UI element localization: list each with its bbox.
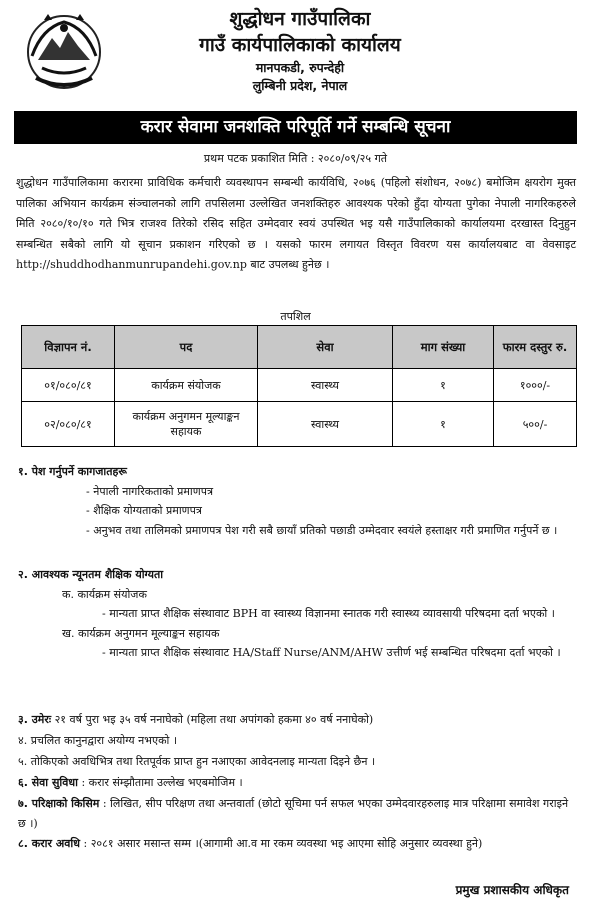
section-text: : २०८१ असार मसान्त सम्म ।(आगामी आ.व मा रकम व्यवस्था भइ आएमा सोहि अनुसार व्यवस्था हुने) <box>83 837 483 850</box>
section-label: ६. सेवा सुविधा <box>18 776 78 789</box>
section-age <box>18 710 578 730</box>
section-exam-type <box>18 794 578 833</box>
list-item: - शैक्षिक योग्यताको प्रमाणपत्र <box>86 504 202 517</box>
col-fee: फारम दस्तुर रु. <box>494 326 577 369</box>
section-label: ८. करार अवधि <box>18 837 80 850</box>
cell-service: स्वास्थ्य <box>258 369 393 402</box>
vacancy-table <box>21 325 577 447</box>
col-count: माग संख्या <box>393 326 494 369</box>
cell-fee: ५००/- <box>494 402 577 447</box>
section-text: : करार संम्झौतामा उल्लेख भएबमोजिम । <box>81 776 243 789</box>
province-line: लुम्बिनी प्रदेश, नेपाल <box>252 78 348 93</box>
office-header <box>110 6 490 95</box>
col-service: सेवा <box>258 326 393 369</box>
cell-service: स्वास्थ्य <box>258 402 393 447</box>
table-row <box>22 402 577 447</box>
col-post: पद <box>115 326 258 369</box>
sub-item-label: क. कार्यक्रम संयोजक <box>62 587 147 601</box>
list-item: - मान्यता प्राप्त शैक्षिक संस्थावाट HA/Staff Nurse/ANM/AHW उत्तीर्ण भई सम्बन्धित परिषदमा दर्ता भएको । <box>102 646 561 659</box>
section-benefits <box>18 773 578 793</box>
list-item: - मान्यता प्राप्त शैक्षिक संस्थावाट BPH वा स्वास्थ्य विज्ञानमा स्नातक गरी स्वास्थ्य व्यावसायी परिषदमा दर्ता भएको । <box>102 607 555 620</box>
section-title: २. आवश्यक न्यूनतम शैक्षिक योग्यता <box>18 568 164 581</box>
section-contract-period <box>18 834 578 854</box>
col-adno: विज्ञापन नं. <box>22 326 115 369</box>
cell-post: कार्यक्रम अनुगमन मूल्याङ्कन सहायक <box>115 402 258 447</box>
details-label: तपशिल <box>280 310 311 323</box>
intro-paragraph: शुद्धोधन गाउँपालिकामा करारमा प्राविधिक कर्मचारी व्यवस्थापन सम्बन्धी कार्यविधि, २०७६ (पहिलो संशोधन, २०७८) बमोजिम क्षयरोग मुक्त पालिका अभियान कार्यक्रम संञ्चालनको लागि तपसिलमा उल्लेखित जनशक्तिहरु आवश्यक परेको हुँदा योग्यता पुगेका नेपाली नागरिकहरुले मिति २०८०/१०/१० गते भित्र राजश्व तिरेको रसिद सहित उम्मेदवार स्वयं उपस्थित भइ यसै गाउँपालिकाको कार्यालयमा दरखास्त दिनुहुन सम्बन्धित सबैको लागि यो सूचान प्रकाशन गरिएको छ । यसको फारम लगायत विस्तृत विवरण यस कार्यालयबाट वा वेवसाइट http://shuddhodhanmunrupandehi.gov.np बाट उपलब्ध हुनेछ । <box>16 176 576 271</box>
cell-fee: १०००/- <box>494 369 577 402</box>
published-date: प्रथम पटक प्रकाशित मिति : २०८०/०९/२५ गते <box>203 152 388 165</box>
list-item: - अनुभव तथा तालिमको प्रमाणपत्र पेश गरी सबै छायाँ प्रतिको पछाडी उम्मेदवार स्वयंले हस्ताक्षर गरी प्रमाणित गर्नुपर्ने छ । <box>86 523 558 537</box>
cell-count: १ <box>393 369 494 402</box>
section-text: २१ वर्ष पुरा भइ ३५ वर्ष ननाघेको (महिला तथा अपांगको हकमा ४० वर्ष ननाघेको) <box>54 713 374 726</box>
table-header-row <box>22 326 577 369</box>
section-qualification <box>18 565 578 663</box>
section-title: १. पेश गर्नुपर्ने कागजातहरू <box>18 465 127 478</box>
nepal-emblem-icon <box>22 8 106 92</box>
address-line: मानपकडी, रुपन्देही <box>255 60 345 75</box>
sub-item-label: ख. कार्यक्रम अनुगमन मूल्याङ्कन सहायक <box>62 626 220 640</box>
section-text: : लिखित, सीप परिक्षण तथा अन्तवार्ता (छोटो सूचिमा पर्न सफल भएका उम्मेदवारहरुलाइ मात्र परिक्षामा समावेश गराइने छ ।) <box>18 797 569 830</box>
section-eligibility: ४. प्रचलित कानुनद्वारा अयोग्य नभएको । <box>18 734 178 747</box>
section-label: ३. उमेरः <box>18 713 52 726</box>
notice-title: करार सेवामा जनशक्ति परिपूर्ति गर्ने सम्बन्धि सूचना <box>14 111 577 144</box>
office-name: गाउँ कार्यपालिकाको कार्यालय <box>199 34 401 56</box>
section-deadline-rule: ५. तोकिएको अवधिभित्र तथा रितपूर्वक प्राप्त हुन नआएका आवेदनलाइ मान्यता दिइने छैन । <box>18 755 376 768</box>
cell-adno: ०२/०८०/८१ <box>22 402 115 447</box>
section-label: ७. परिक्षाको किसिम <box>18 797 100 810</box>
cell-count: १ <box>393 402 494 447</box>
table-row <box>22 369 577 402</box>
municipality-name: शुद्धोधन गाउँपालिका <box>229 8 371 30</box>
list-item: - नेपाली नागरिकताको प्रमाणपत्र <box>86 484 214 498</box>
cell-adno: ०१/०८०/८१ <box>22 369 115 402</box>
signature-title: प्रमुख प्रशासकीय अधिकृत <box>455 883 569 897</box>
cell-post: कार्यक्रम संयोजक <box>115 369 258 402</box>
section-documents <box>18 462 578 540</box>
